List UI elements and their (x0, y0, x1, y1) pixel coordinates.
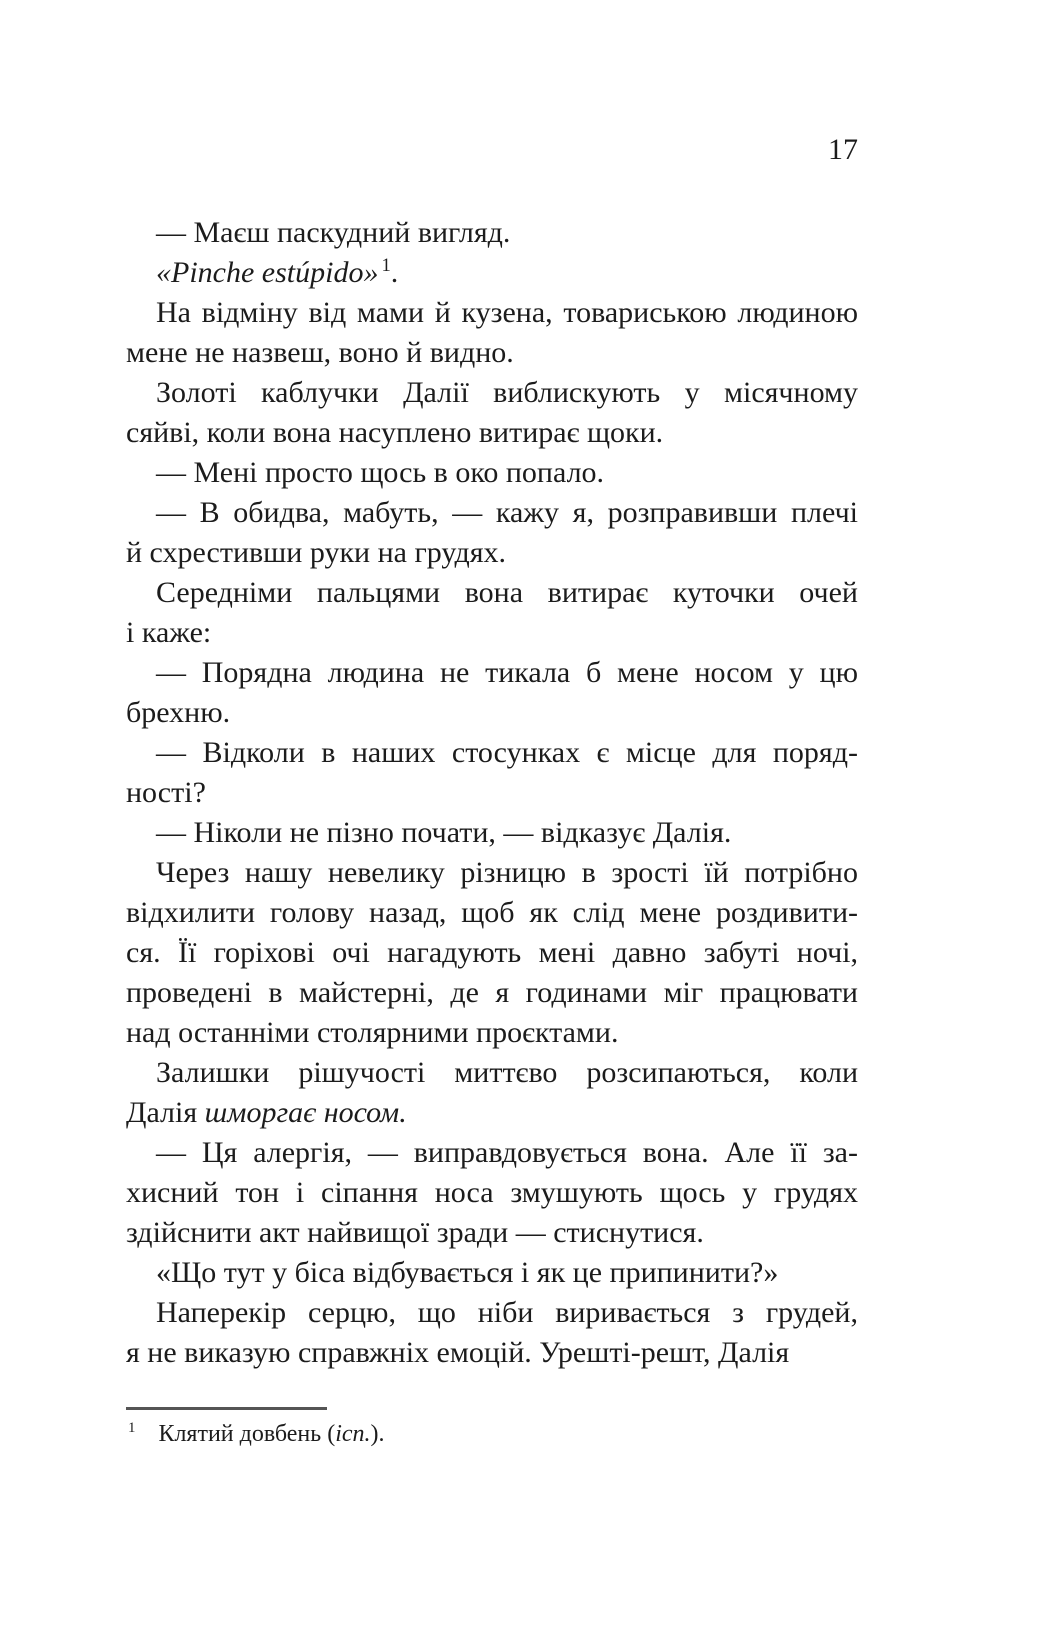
text-line (126, 373, 858, 413)
text-line (126, 1013, 858, 1053)
text-line (126, 773, 858, 813)
text-segment: Залишки рішучості миттєво розсипаються, коли (156, 1056, 858, 1089)
text-segment: Клятий довбень ( (158, 1421, 336, 1447)
text-segment: шморгає носом. (204, 1096, 407, 1129)
text-segment: — Ця алергія, — виправдовується вона. Але її за- (156, 1136, 858, 1169)
text-segment: Наперекір серцю, що ніби виривається з грудей, (156, 1296, 858, 1329)
text-segment: Далія (126, 1096, 205, 1129)
text-segment: відхилити голову назад, щоб як слід мене роздивити- (126, 896, 858, 929)
text-line (126, 733, 858, 773)
text-segment: хисний тон і сіпання носа змушують щось у грудях (126, 1176, 858, 1209)
text-line (126, 1173, 858, 1213)
text-line (126, 1333, 858, 1373)
text-segment: Через нашу невелику різницю в зрості їй потрібно (156, 856, 858, 889)
text-segment: ). (370, 1421, 385, 1447)
text-segment: — Ніколи не пізно почати, — відказує Далія. (156, 816, 732, 849)
text-line (126, 813, 858, 853)
text-line (126, 853, 858, 893)
text-segment: мене не назвеш, воно й видно. (126, 336, 514, 369)
text-segment: я не виказую справжніх емоцій. Урешті-решт, Далія (126, 1336, 790, 1369)
text-segment: — Відколи в наших стосунках є місце для поряд- (156, 736, 858, 769)
footnote-marker: 1 (128, 1420, 136, 1436)
text-line (126, 213, 858, 253)
text-segment: ісп. (335, 1421, 371, 1447)
text-segment: й схрестивши руки на грудях. (126, 536, 507, 569)
text-line (126, 893, 858, 933)
text-segment: — Мені просто щось в око попало. (156, 456, 605, 489)
text-line (126, 653, 858, 693)
text-line (126, 333, 858, 373)
text-segment: «Pinche estúpido» (156, 256, 379, 289)
text-line (126, 533, 858, 573)
footnote-rule (126, 1407, 327, 1410)
text-segment: сяйві, коли вона насуплено витирає щоки. (126, 416, 664, 449)
text-line (126, 1213, 858, 1253)
text-line (126, 1253, 858, 1293)
text-line (126, 613, 858, 653)
text-line (126, 693, 858, 733)
text-segment: Середніми пальцями вона витирає куточки очей (156, 576, 858, 609)
text-segment: ся. Її горіхові очі нагадують мені давно забуті ночі, (126, 936, 858, 969)
text-segment: На відміну від мами й кузена, товариською людиною (156, 296, 858, 329)
text-segment: . (390, 256, 399, 289)
text-segment: проведені в майстерні, де я годинами міг працювати (126, 976, 858, 1009)
text-segment: — В обидва, мабуть, — кажу я, розправивши плечі (156, 496, 858, 529)
page-number: 17 (828, 133, 858, 166)
text-segment: над останніми столярними проєктами. (126, 1016, 619, 1049)
text-segment: — Маєш паскудний вигляд. (156, 216, 511, 249)
text-line (126, 293, 858, 333)
text-line (126, 573, 858, 613)
text-line (126, 933, 858, 973)
text-segment: Золоті каблучки Далії виблискують у місячному (156, 376, 858, 409)
text-line (126, 1293, 858, 1333)
text-block (126, 213, 858, 1373)
footnote-text (158, 1421, 384, 1447)
text-line (126, 453, 858, 493)
text-segment: брехню. (126, 696, 231, 729)
footnote (126, 1419, 858, 1449)
text-line (126, 253, 858, 293)
text-segment: — Порядна людина не тикала б мене носом у цю (156, 656, 858, 689)
text-line (126, 1133, 858, 1173)
superscript: 1 (381, 255, 391, 276)
text-segment: ності? (126, 776, 206, 809)
text-segment: здійснити акт найвищої зради — стиснутися. (126, 1216, 704, 1249)
text-line (126, 973, 858, 1013)
text-line (126, 1093, 858, 1133)
text-segment: «Що тут у біса відбувається і як це припинити?» (156, 1256, 779, 1289)
text-segment: і каже: (126, 616, 212, 649)
text-line (126, 1053, 858, 1093)
text-line (126, 413, 858, 453)
text-line (126, 493, 858, 533)
